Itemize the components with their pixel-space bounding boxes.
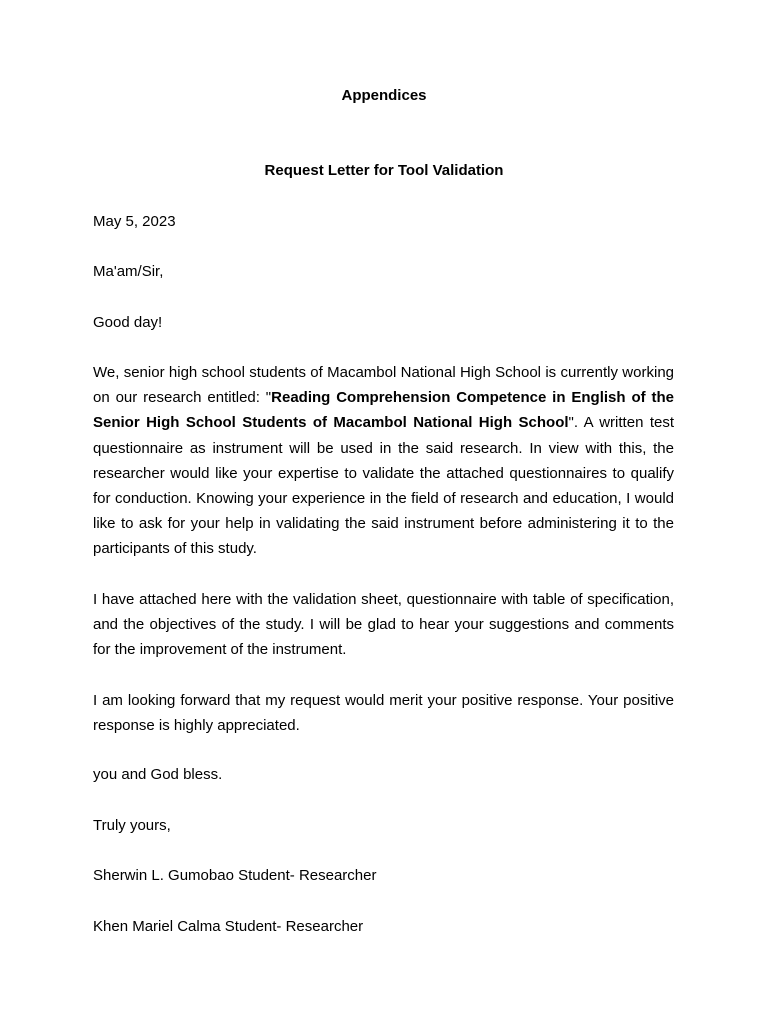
signatory-1: Sherwin L. Gumobao Student- Researcher xyxy=(93,867,377,884)
body-paragraph-2: I have attached here with the validation sheet, questionnaire with table of specification, and the objectives of the study. I will be glad to hear your suggestions and comments for the improvement of the instrument. xyxy=(93,591,674,659)
paragraph-1-intro: We, senior high school students of Macambol National High School is currently working on our research entitled: " xyxy=(93,364,674,407)
signatory-2: Khen Mariel Calma Student- Researcher xyxy=(93,918,364,935)
section-title: Appendices xyxy=(341,87,427,104)
greeting: Good day! xyxy=(93,314,163,331)
letter-title: Request Letter for Tool Validation xyxy=(264,162,504,179)
research-title: Reading Comprehension Competence in English of the Senior High School Students of Macambol National High School xyxy=(93,389,674,432)
salutation: Ma'am/Sir, xyxy=(93,263,164,280)
body-paragraph-1 xyxy=(93,360,674,562)
letter-date: May 5, 2023 xyxy=(93,213,176,230)
paragraph-1-rest: ". A written test questionnaire as instrument will be used in the said research. In view with this, the researcher would like your expertise to validate the attached questionnaires to qualify for conduction. Knowing your experience in the field of research and education, I would like to ask for your help in validating the said instrument before administering it to the participants of this study. xyxy=(93,414,675,558)
blessing: you and God bless. xyxy=(93,766,223,783)
body-paragraph-3: I am looking forward that my request would merit your positive response. Your positive response is highly appreciated. xyxy=(93,692,674,735)
closing: Truly yours, xyxy=(93,817,171,834)
